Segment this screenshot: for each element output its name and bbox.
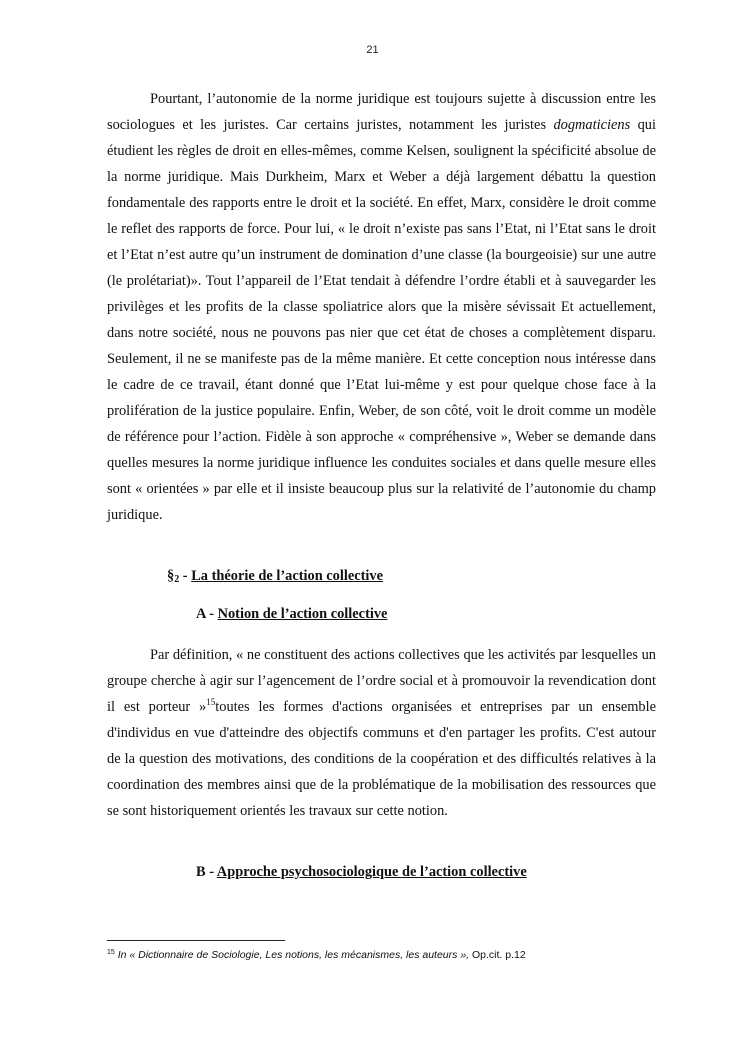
subheading-b-title: Approche psychosociologique de l’action collective: [216, 864, 527, 880]
section-title: La théorie de l’action collective: [191, 568, 384, 584]
subheading-b: [196, 862, 527, 882]
footnote: [107, 948, 667, 962]
section-heading: [167, 566, 383, 590]
section-symbol: §: [167, 568, 175, 584]
paragraph-1-text-a: Pourtant, l’autonomie de la norme juridique est toujours sujette à discussion entre les sociologues et les juristes. Car certains juristes, notamment les juristes: [107, 91, 656, 133]
footnote-number: 15: [107, 949, 115, 956]
subheading-b-prefix: B -: [196, 864, 217, 880]
paragraph-autonomy-of-legal-norm: [107, 86, 656, 528]
subheading-a-title: Notion de l’action collective: [217, 606, 388, 622]
footnote-reference: 15: [206, 697, 216, 707]
subheading-a: [196, 604, 387, 624]
section-number: 2: [174, 574, 180, 585]
footnote-divider: [107, 940, 285, 941]
subheading-a-prefix: A -: [196, 606, 218, 622]
paragraph-2-text-b: toutes les formes d'actions organisées et entreprises par un ensemble d'individus en vue d'atteindre des objectifs communs et d'en partager les profits. C'est autour de la question des motivations, des conditions de la coopération et des difficultés relatives à la coordination des membres ainsi que de la problématique de la mobilisation des ressources que se sont historiquement orientés les travaux sur cette notion.: [107, 699, 657, 819]
page-number: 21: [366, 44, 379, 56]
section-separator: -: [179, 568, 192, 584]
paragraph-1-emphasis: dogmaticiens: [553, 117, 631, 133]
footnote-italic-text: In « Dictionnaire de Sociologie, Les notions, les mécanismes, les auteurs »,: [114, 949, 470, 961]
paragraph-2-text-a: Par définition, « ne constituent des actions collectives que les activités par lesquelles un groupe cherche à agir sur l’agencement de l’ordre social et à promouvoir la revendication dont il est porteur »: [107, 647, 656, 715]
paragraph-1-text-b: qui étudient les règles de droit en elles-mêmes, comme Kelsen, soulignent la spécificité absolue de la norme juridique. Mais Durkheim, Marx et Weber a déjà largement débattu la question fondamentale des rapports entre le droit et la société. En effet, Marx, considère le droit comme le reflet des rapports de force. Pour lui, « le droit n’existe pas sans l’Etat, ni l’Etat sans le droit et l’Etat n’est autre qu’un instrument de domination d’une classe (la bourgeoisie) sur une autre (le prolétariat)». Tout l’appareil de l’Etat tendait à défendre l’ordre établi et à sauvegarder les privilèges et les profits de la classe spoliatrice alors que la misère sévissait Et actuellement, dans notre société, nous ne pouvons pas nier que cet état de choses a complètement disparu. Seulement, il ne se manifeste pas de la même manière. Et cette conception nous intéresse dans le cadre de ce travail, étant donné que l’Etat lui-même y est pour quelque chose face à la prolifération de la justice populaire. Enfin, Weber, de son côté, voit le droit comme un modèle de référence pour l’action. Fidèle à son approche « compréhensive », Weber se demande dans quelles mesures la norme juridique influence les conduites sociales et dans quelle mesure elles sont « orientées » par elle et il insiste beaucoup plus sur la relativité de l’autonomie du champ juridique.: [107, 117, 656, 523]
paragraph-collective-action-definition: [107, 642, 656, 824]
footnote-text: Op.cit. p.12: [469, 949, 526, 961]
